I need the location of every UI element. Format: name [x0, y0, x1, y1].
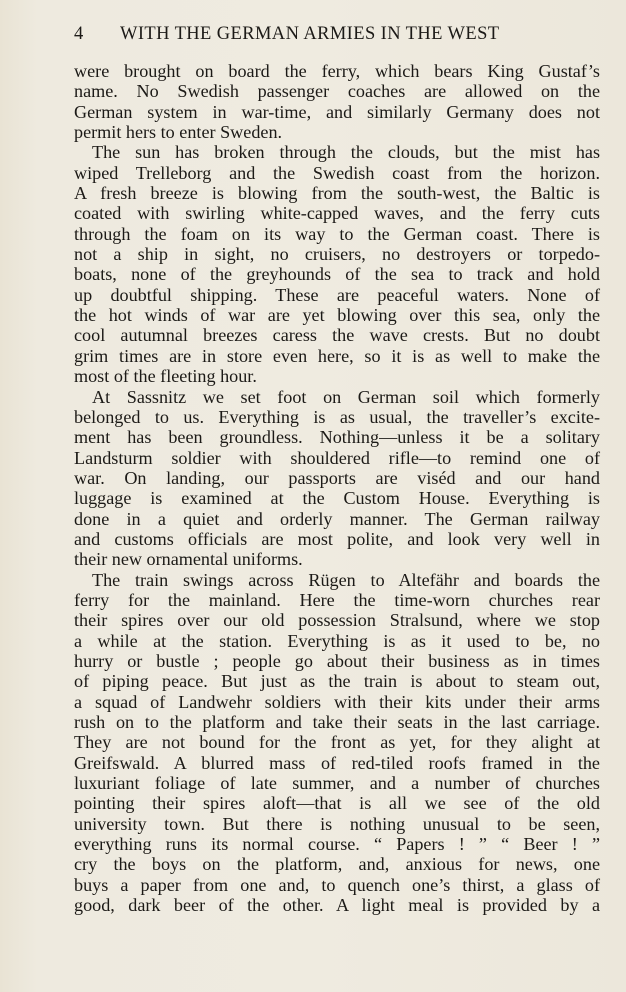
- text-line: Greifswald. A blurred mass of red-tiled roofs framed in the: [74, 752, 600, 773]
- body-text: [74, 61, 600, 915]
- text-line: done in a quiet and orderly manner. The German railway: [74, 508, 600, 529]
- text-line: ment has been groundless. Nothing—unless it be a solitary: [74, 427, 600, 448]
- text-line: a while at the station. Everything is as it used to be, no: [74, 630, 600, 651]
- text-line: not a ship in sight, no cruisers, no destroyers or torpedo-: [74, 244, 600, 265]
- text-line: a squad of Landwehr soldiers with their kits under their arms: [74, 691, 600, 712]
- text-line: They are not bound for the front as yet, for they alight at: [74, 732, 600, 753]
- text-line: everything runs its normal course. “ Papers ! ” “ Beer ! ”: [74, 834, 600, 855]
- text-line: most of the fleeting hour.: [74, 366, 257, 387]
- text-line: rush on to the platform and take their seats in the last carriage.: [74, 712, 600, 732]
- text-line: through the foam on its way to the German coast. There is: [74, 223, 600, 244]
- paragraph: [74, 570, 600, 916]
- text-line: name. No Swedish passenger coaches are allowed on the: [74, 81, 600, 102]
- text-line: war. On landing, our passports are viséd and our hand: [74, 467, 600, 488]
- text-line: ferry for the mainland. Here the time-worn churches rear: [74, 589, 600, 610]
- text-line: The sun has broken through the clouds, but the mist has: [92, 142, 600, 163]
- text-line: the hot winds of war are yet blowing over this sea, only the: [74, 305, 600, 326]
- text-line: belonged to us. Everything is as usual, the traveller’s excite-: [74, 406, 600, 427]
- text-line: pointing their spires aloft—that is all we see of the old: [74, 793, 600, 814]
- paragraph: [74, 61, 600, 142]
- text-line: cool autumnal breezes caress the wave crests. But no doubt: [74, 325, 600, 346]
- text-line: and customs officials are most polite, and look very well in: [74, 528, 600, 549]
- text-line: were brought on board the ferry, which bears King Gustaf’s: [74, 61, 600, 81]
- text-line: luggage is examined at the Custom House. Everything is: [74, 488, 600, 509]
- text-line: their new ornamental uniforms.: [74, 549, 303, 570]
- text-line: permit hers to enter Sweden.: [74, 122, 283, 143]
- text-line: of piping peace. But just as the train is about to steam out,: [74, 671, 600, 692]
- text-line: coated with swirling white-capped waves, and the ferry cuts: [74, 203, 600, 224]
- text-line: good, dark beer of the other. A light meal is provided by a: [74, 895, 600, 916]
- text-line: hurry or bustle ; people go about their business as in times: [74, 650, 600, 671]
- text-line: At Sassnitz we set foot on German soil which formerly: [92, 386, 600, 407]
- text-line: German system in war-time, and similarly Germany does not: [74, 101, 600, 122]
- page-header: [74, 24, 574, 50]
- text-line: Landsturm soldier with shouldered rifle—to remind one of: [74, 447, 600, 468]
- running-title: WITH THE GERMAN ARMIES IN THE WEST: [120, 24, 500, 44]
- text-line: buys a paper from one and, to quench one’s thirst, a glass of: [74, 874, 600, 895]
- text-line: boats, none of the greyhounds of the sea to track and hold: [74, 264, 600, 285]
- text-line: cry the boys on the platform, and, anxious for news, one: [74, 854, 600, 875]
- text-line: up doubtful shipping. These are peaceful waters. None of: [74, 284, 600, 305]
- text-line: university town. But there is nothing unusual to be seen,: [74, 813, 600, 834]
- paragraph: [74, 142, 600, 386]
- text-line: their spires over our old possession Stralsund, where we stop: [74, 610, 600, 631]
- text-line: luxuriant foliage of late summer, and a number of churches: [74, 773, 600, 794]
- text-line: The train swings across Rügen to Altefähr and boards the: [92, 569, 600, 590]
- text-line: grim times are in store even here, so it is as well to make the: [74, 345, 600, 366]
- text-line: A fresh breeze is blowing from the south-west, the Baltic is: [74, 183, 600, 204]
- paragraph: [74, 387, 600, 570]
- text-line: wiped Trelleborg and the Swedish coast from the horizon.: [74, 162, 600, 183]
- page-number: 4: [74, 24, 84, 44]
